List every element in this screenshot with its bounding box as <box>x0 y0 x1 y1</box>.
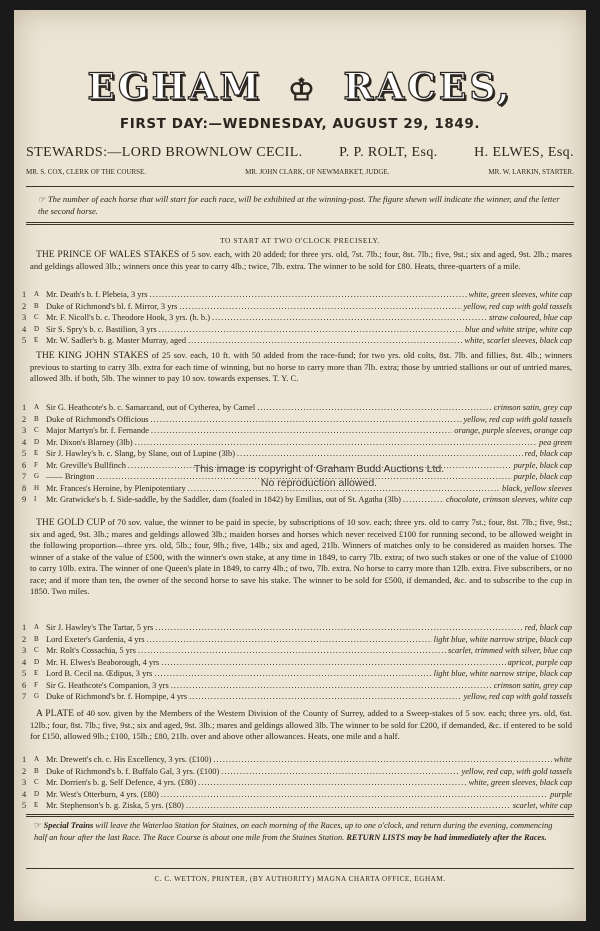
entry-number: 9 <box>22 495 27 504</box>
entry-number: 1 <box>22 290 27 299</box>
leader-dots <box>150 289 467 301</box>
entry-horse: Duke of Richmond's bl. f. Mirror, 3 yrs <box>46 301 178 311</box>
double-divider-bottom <box>26 814 574 817</box>
race-3-conditions <box>30 517 572 598</box>
entry-row <box>22 657 572 669</box>
race-4-text: of 40 sov. given by the Members of the Western Division of the County of Surrey, added to a Sweep-stakes of 5 sov. each; three yrs. old, 6st. 12lb.; four, 8st. 7lb.; five, 9st.; six and aged, 9st. 3lb.; mares and geldings allowed 3lb. The winner to be sold for £200, if demanded, &c. if entered to be sold for £150, allowed 9lb.; £100, 15lb.; £80, 21lb. over and above other allowances. Heats, one mile and a half. <box>30 708 573 741</box>
entry-horse: Sir S. Spry's b. c. Bastilion, 3 yrs <box>46 324 157 334</box>
race-title <box>14 66 586 108</box>
watermark-line-2: No reproduction allowed. <box>260 477 378 489</box>
entry-colours: white, green sleeves, white cap <box>468 290 572 299</box>
entry-colours: scarlet, white cap <box>512 801 572 810</box>
special-trains-notice <box>34 820 564 843</box>
entry-colours: white, green sleeves, black cap <box>468 778 572 787</box>
entry-letter: A <box>34 623 40 631</box>
leader-dots <box>213 754 551 766</box>
race-4-entries <box>22 754 572 812</box>
leader-dots <box>179 301 461 313</box>
entry-horse: Mr. Dorrien's b. g. Self Defence, 4 yrs. (£80) <box>46 778 197 787</box>
entry-colours: pea green <box>539 437 572 447</box>
leader-dots <box>198 777 466 789</box>
entry-number: 5 <box>22 336 27 345</box>
entry-colours: light blue, white narrow stripe, black cap <box>433 669 572 678</box>
entry-colours: crimson satin, grey cap <box>493 403 572 412</box>
leader-dots <box>159 324 463 336</box>
entry-letter: B <box>34 414 39 423</box>
entry-horse: Lord B. Cecil na. Œdipus, 3 yrs <box>46 669 153 678</box>
entry-horse: Sir J. Hawley's b. c. Slang, by Slane, out of Lupine (3lb) <box>46 449 235 458</box>
entry-number: 2 <box>22 414 27 424</box>
entry-number: 4 <box>22 437 27 447</box>
entry-row <box>22 766 572 778</box>
entry-letter: B <box>34 301 39 310</box>
watermark-line-1: This image is copyright of Graham Budd Auctions Ltd. <box>193 463 445 475</box>
leader-dots <box>257 402 491 414</box>
entry-letter: D <box>34 437 40 446</box>
leader-dots <box>188 335 462 347</box>
leader-dots <box>403 494 444 506</box>
entry-horse: Duke of Richmond's b. f. Buffalo Gal, 3 yrs. (£100) <box>46 766 220 776</box>
race-3-text: of 70 sov. value, the winner to be paid in specie, by subscriptions of 10 sov. each; three yrs. old to carry 7st.; four, 8st. 7lb.; five, 9st.; six and aged, 9st. 3lb.; mares and geldings allowed 3lb.; maiden horses and horses which never received £100 for running second, to be allowed weight in the following proportion—three yrs. old, 5lb.; four, 9lb.; five, 14lb.; six and aged, 21lb. Winners of matches only to be considered as maiden horses. The winner of a stake of the value of £500, with the winner's own stake, at any time in 1849, to carry 7lb. extra; of two such stakes or one of the value of £1000 to carry 10lb. extra. The winner of one Queen's plate in 1849, to carry 4lb.; of two, 7lb. extra. No horse to carry more than 12lb. extra. Five subscribers, or no race; and if more than ten, the owner of the second horse to save his stake. The winner to be sold for £500, if demanded, &c. and to subscribe to the cup in 1850. Two miles. <box>30 517 572 596</box>
entry-letter: D <box>34 789 40 798</box>
entry-row <box>22 437 572 449</box>
entry-horse: Mr. Drewett's ch. c. His Excellency, 3 yrs. (£100) <box>46 755 212 764</box>
entry-number: 3 <box>22 426 27 435</box>
entry-letter: C <box>34 778 39 786</box>
entry-number: 2 <box>22 634 27 644</box>
entry-letter: B <box>34 634 39 643</box>
entry-row <box>22 789 572 801</box>
entry-letter: H <box>34 483 40 492</box>
divider-printer <box>26 868 574 869</box>
entry-letter: E <box>34 336 39 344</box>
official-starter: MR. W. LARKIN, STARTER. <box>488 168 574 176</box>
officials-line <box>26 168 574 176</box>
race-day-subtitle: FIRST DAY:—WEDNESDAY, AUGUST 29, 1849. <box>119 116 481 132</box>
entry-colours: yellow, red cap with gold tassels <box>463 414 572 424</box>
entry-horse: Mr. W. Sadler's b. g. Master Murray, aged <box>46 336 187 345</box>
leader-dots <box>154 668 431 680</box>
start-time: TO START AT TWO O'CLOCK PRECISELY. <box>219 236 381 245</box>
entry-colours: purple, black cap <box>513 472 572 481</box>
pointing-hand-icon: ☞ <box>34 821 42 830</box>
leader-dots <box>161 789 548 801</box>
leader-dots <box>171 680 492 692</box>
entry-colours: red, black cap <box>524 623 572 632</box>
steward-2: P. P. ROLT, Esq. <box>339 145 438 160</box>
entry-row <box>22 289 572 301</box>
notice-text <box>38 193 566 217</box>
leader-dots <box>146 634 431 646</box>
race-3-name: THE GOLD CUP <box>36 517 106 528</box>
race-1-entries <box>22 289 572 347</box>
entry-row <box>22 402 572 414</box>
entry-colours: white, scarlet sleeves, black cap <box>464 336 572 345</box>
entry-number: 3 <box>22 778 27 787</box>
trains-return: RETURN LISTS may be had immediately after the Races. <box>346 832 547 842</box>
entry-number: 6 <box>22 460 27 470</box>
entry-number: 7 <box>22 692 27 701</box>
race-2-text: of 25 sov. each, 10 ft. with 50 added from the race-fund; for two yrs. old colts, 8st. 7lb. and fillies, 8st. 4lb.; winners previous to starting to carry 3lb. extra for each time of winning, but no horse to carry more than 7lb. extra; those by untried stallions or out of untried mares, allowed 3lb. if both, 5lb. The winner to pay 10 sov. towards expenses. T. Y. C. <box>30 350 572 383</box>
entry-horse: Sir G. Heathcote's Companion, 3 yrs <box>46 680 169 690</box>
entry-number: 3 <box>22 313 27 322</box>
entry-letter: I <box>34 495 37 503</box>
entry-letter: A <box>34 755 40 763</box>
notice-body: The number of each horse that will start for each race, will be exhibited at the winning-post. The figure shewn will indicate the winner, and the letter the second horse. <box>38 194 560 216</box>
divider <box>26 186 574 187</box>
entry-row <box>22 425 572 437</box>
leader-dots <box>237 448 523 460</box>
entry-number: 4 <box>22 324 27 334</box>
race-2-name: THE KING JOHN STAKES <box>36 350 149 361</box>
entry-row <box>22 448 572 460</box>
entry-colours: white <box>553 755 572 764</box>
race-4-name: A PLATE <box>36 708 75 719</box>
entry-horse: Mr. H. Elwes's Beaborough, 4 yrs <box>46 657 160 667</box>
entry-row <box>22 800 572 812</box>
entry-letter: B <box>34 766 39 775</box>
entry-letter: G <box>34 472 40 480</box>
entry-colours: blue and white stripe, white cap <box>464 324 572 334</box>
entry-horse: Mr. Stephenson's b. g. Ziska, 5 yrs. (£80) <box>46 801 184 810</box>
entry-number: 5 <box>22 801 27 810</box>
entry-letter: D <box>34 324 40 333</box>
entry-horse: Mr. Greville's Bullfinch <box>46 460 126 470</box>
entry-colours: yellow, red cap with gold tassels <box>463 692 572 701</box>
steward-1: STEWARDS:—LORD BROWNLOW CECIL. <box>26 145 303 160</box>
leader-dots <box>135 437 537 449</box>
entry-letter: A <box>34 290 40 298</box>
pointing-hand-icon: ☞ <box>38 194 46 204</box>
entry-row <box>22 680 572 692</box>
entry-horse: Duke of Richmond's Officious <box>46 414 149 424</box>
entry-horse: Duke of Richmond's br. f. Hornpipe, 4 yrs <box>46 692 188 701</box>
race-2-conditions <box>30 350 572 385</box>
entry-number: 6 <box>22 680 27 690</box>
entry-row <box>22 754 572 766</box>
entry-letter: A <box>34 403 40 411</box>
entry-colours: yellow, red cap, with gold tassels <box>461 766 572 776</box>
entry-row <box>22 777 572 789</box>
title-left: EGHAM <box>87 66 263 108</box>
entry-row <box>22 301 572 313</box>
entry-letter: D <box>34 657 40 666</box>
entry-number: 3 <box>22 646 27 655</box>
leader-dots <box>151 414 462 426</box>
race-3-entries <box>22 622 572 703</box>
entry-number: 8 <box>22 483 27 493</box>
entry-number: 4 <box>22 789 27 799</box>
entry-horse: Mr. Frances's Heroine, by Plenipotentiary <box>46 483 186 493</box>
entry-colours: light blue, white narrow stripe, black cap <box>433 634 572 644</box>
entry-horse: Mr. F. Nicoll's b. c. Theodore Hook, 3 yrs. (h. b.) <box>46 313 210 322</box>
entry-colours: chocolate, crimson sleeves, white cap <box>445 495 572 504</box>
entry-letter: C <box>34 646 39 654</box>
entry-colours: apricot, purple cap <box>507 657 572 667</box>
entry-number: 2 <box>22 301 27 311</box>
entry-colours: straw coloured, blue cap <box>489 313 572 322</box>
double-divider <box>26 222 574 225</box>
race-4-conditions <box>30 708 572 743</box>
entry-row <box>22 634 572 646</box>
entry-horse: Mr. Rolt's Cossachia, 5 yrs <box>46 646 136 655</box>
entry-row <box>22 414 572 426</box>
race-card-sheet <box>14 10 586 921</box>
entry-letter: F <box>34 680 38 689</box>
leader-dots <box>151 425 452 437</box>
entry-letter: C <box>34 313 39 321</box>
entry-row <box>22 324 572 336</box>
entry-number: 4 <box>22 657 27 667</box>
entry-row <box>22 622 572 634</box>
entry-number: 7 <box>22 472 27 481</box>
entry-number: 1 <box>22 623 27 632</box>
entry-colours: black, yellow sleeves <box>502 483 572 493</box>
official-clerk: MR. S. COX, CLERK OF THE COURSE. <box>26 168 147 176</box>
leader-dots <box>212 312 487 324</box>
entry-row <box>22 494 572 506</box>
copyright-watermark <box>154 462 484 490</box>
leader-dots <box>138 645 446 657</box>
entry-colours: purple <box>550 789 572 799</box>
entry-row <box>22 668 572 680</box>
entry-horse: Sir J. Hawley's The Tartar, 5 yrs <box>46 623 154 632</box>
entry-number: 2 <box>22 766 27 776</box>
royal-crest-icon: ♔ <box>287 72 318 108</box>
printer-imprint: C. C. WETTON, PRINTER, (BY AUTHORITY) MAGNA CHARTA OFFICE, EGHAM. <box>154 875 446 883</box>
entry-letter: E <box>34 669 39 677</box>
leader-dots <box>161 657 505 669</box>
entry-number: 5 <box>22 449 27 458</box>
leader-dots <box>186 800 511 812</box>
entry-number: 1 <box>22 403 27 412</box>
race-1-name: THE PRINCE OF WALES STAKES <box>36 249 180 260</box>
entry-letter: E <box>34 801 39 809</box>
entry-colours: orange, purple sleeves, orange cap <box>454 426 572 435</box>
entry-horse: —— Brington <box>46 472 95 481</box>
entry-row <box>22 691 572 703</box>
entry-number: 1 <box>22 755 27 764</box>
entry-horse: Mr. Death's b. f. Plebeia, 3 yrs <box>46 290 148 299</box>
entry-horse: Lord Exeter's Gardenia, 4 yrs <box>46 634 145 644</box>
entry-horse: Sir G. Heathcote's b. c. Samarcand, out of Cytherea, by Camel <box>46 403 256 412</box>
entry-colours: purple, black cap <box>513 460 572 470</box>
entry-colours: red, black cap <box>524 449 572 458</box>
entry-colours: crimson satin, grey cap <box>493 680 572 690</box>
entry-letter: C <box>34 426 39 434</box>
entry-row <box>22 645 572 657</box>
entry-letter: E <box>34 449 39 457</box>
entry-colours: scarlet, trimmed with silver, blue cap <box>448 646 572 655</box>
trains-text: will leave the Waterloo Station for Staines, on each morning of the Races, up to one o'clock, and return during the evening, commencing half an hour after the last Race. The Race Course is about one mile from the Staines Station. <box>34 821 553 842</box>
official-judge: MR. JOHN CLARK, OF NEWMARKET, JUDGE. <box>245 168 390 176</box>
entry-letter: F <box>34 460 38 469</box>
leader-dots <box>155 622 522 634</box>
trains-lead: Special Trains <box>43 821 94 830</box>
leader-dots <box>221 766 459 778</box>
entry-horse: Mr. Dixon's Blarney (3lb) <box>46 437 133 447</box>
entry-row <box>22 312 572 324</box>
race-1-text: of 5 sov. each, with 20 added; for three yrs. old, 7st. 7lb.; four, 8st. 7lb.; five, 9st.; six and aged, 9st. 2lb.; mares and geldings allowed 3lb.; winners once this year to carry 4lb.; twice, 7lb. extra. The winner to be sold for £80. Heats, three-quarters of a mile. <box>30 249 572 271</box>
stewards-line <box>26 145 574 161</box>
race-1-conditions <box>30 249 572 272</box>
entry-number: 5 <box>22 669 27 678</box>
leader-dots <box>189 691 462 703</box>
entry-row <box>22 335 572 347</box>
steward-3: H. ELWES, Esq. <box>474 145 574 160</box>
entry-letter: G <box>34 692 40 700</box>
entry-horse: Mr. Gratwicke's b. f. Side-saddle, by the Saddler, dam (foaled in 1842) by Emilius, out of St. Agatha (3lb) <box>46 495 401 504</box>
entry-horse: Mr. West's Otterburn, 4 yrs. (£80) <box>46 789 159 799</box>
title-right: RACES, <box>343 66 513 108</box>
entry-colours: yellow, red cap with gold tassels <box>463 301 572 311</box>
entry-horse: Major Martyn's br. f. Fernande <box>46 426 149 435</box>
